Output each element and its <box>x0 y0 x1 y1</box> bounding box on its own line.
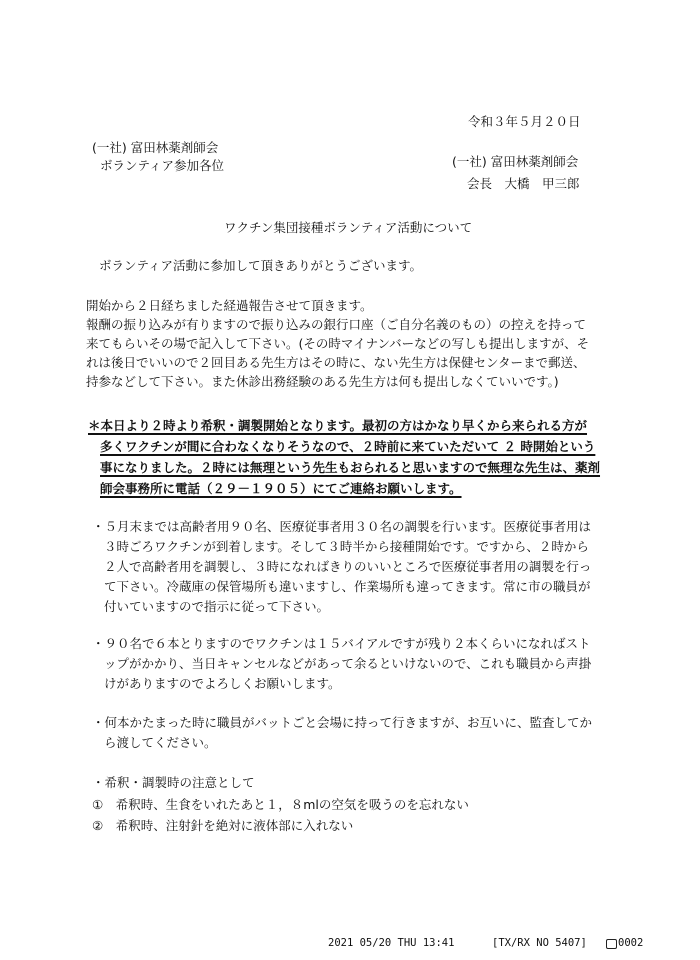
document-title: ワクチン集団接種ボランティア活動について <box>224 220 473 235</box>
bullet-line: 付いていますので指示に従って下さい。 <box>104 599 330 614</box>
recipient: ボランティア参加各位 <box>100 158 225 173</box>
bullet-line: ップがかかり、当日キャンセルなどがあって余るといけないので、これも職員から声掛 <box>104 656 592 671</box>
report-line: 来てもらいその場で記入して下さい。(その時マイナンバーなどの写しも提出しますが、そ <box>86 336 590 351</box>
fax-timestamp: 2021 05/20 THU 13:41 <box>328 937 455 949</box>
report-line: 報酬の振り込みが有りますので振り込みの銀行口座（ご自分名義のもの）の控えを持って <box>86 317 587 332</box>
report-line: 持参などして下さい。また休診出務経験のある先生方は何も提出しなくていいです。) <box>86 374 559 389</box>
report-line: れは後日でいいので２回目ある先生方はその時に、ない先生方は保健センターまで郵送、 <box>86 355 586 370</box>
bullet-line: ・９０名で６本とりますのでワクチンは１５バイアルですが残り２本くらいになればスト <box>92 636 591 651</box>
document-date: 令和３年５月２０日 <box>468 114 581 129</box>
fax-page-number: 0002 <box>618 937 644 949</box>
bullet-line: ２人で高齢者用を調製し、３時になればきりのいいところで医療従事者用の調製を行っ <box>104 559 592 574</box>
recipient-org: (一社) 富田林薬剤師会 <box>92 140 219 155</box>
bullet-line: けがありますのでよろしくお願いします。 <box>104 676 341 691</box>
notice-line: 多くワクチンが間に合わなくなりそうなので、２時前に来ていただいて ２ 時開始という <box>100 439 596 454</box>
bullet-line: て下さい。冷蔵庫の保管場所も違いますし、作業場所も違ってきます。常に市の職員が <box>104 579 591 594</box>
notice-line: 事になりました。２時には無理という先生もおられると思いますので無理な先生は、薬剤 <box>100 460 601 475</box>
sender: 会長 大橋 甲三郎 <box>467 176 580 191</box>
sender-org: (一社) 富田林薬剤師会 <box>452 154 579 169</box>
precaution-item: ① 希釈時、生食をいれたあと１，８mlの空気を吸うのを忘れない <box>92 797 469 812</box>
precautions-heading: ・希釈・調製時の注意として <box>92 775 255 790</box>
bullet-line: ・５月末までは高齢者用９０名、医療従事者用３０名の調製を行います。医療従事者用は <box>92 519 592 534</box>
notice-line: ＊本日より２時より希釈・調製開始となります。最初の方はかなり早くから来られる方が <box>88 418 588 433</box>
fax-page-icon <box>606 939 617 949</box>
precaution-item: ② 希釈時、注射針を絶対に液体部に入れない <box>92 818 354 833</box>
bullet-line: ら渡してください。 <box>104 735 217 750</box>
notice-line: 師会事務所に電話（２９－１９０５）にてご連絡お願いします。 <box>100 481 462 496</box>
bullet-line: ・何本かたまった時に職員がバットごと会場に持って行きますが、お互いに、監査してか <box>92 715 593 730</box>
greeting: ボランティア活動に参加して頂きありがとうございます。 <box>99 258 423 273</box>
bullet-line: ３時ごろワクチンが到着します。そして３時半から接種開始です。ですから、２時から <box>104 539 589 554</box>
report-line: 開始から２日経ちました経過報告させて頂きます。 <box>86 298 373 313</box>
fax-txrx-number: [TX/RX NO 5407] <box>492 937 587 949</box>
